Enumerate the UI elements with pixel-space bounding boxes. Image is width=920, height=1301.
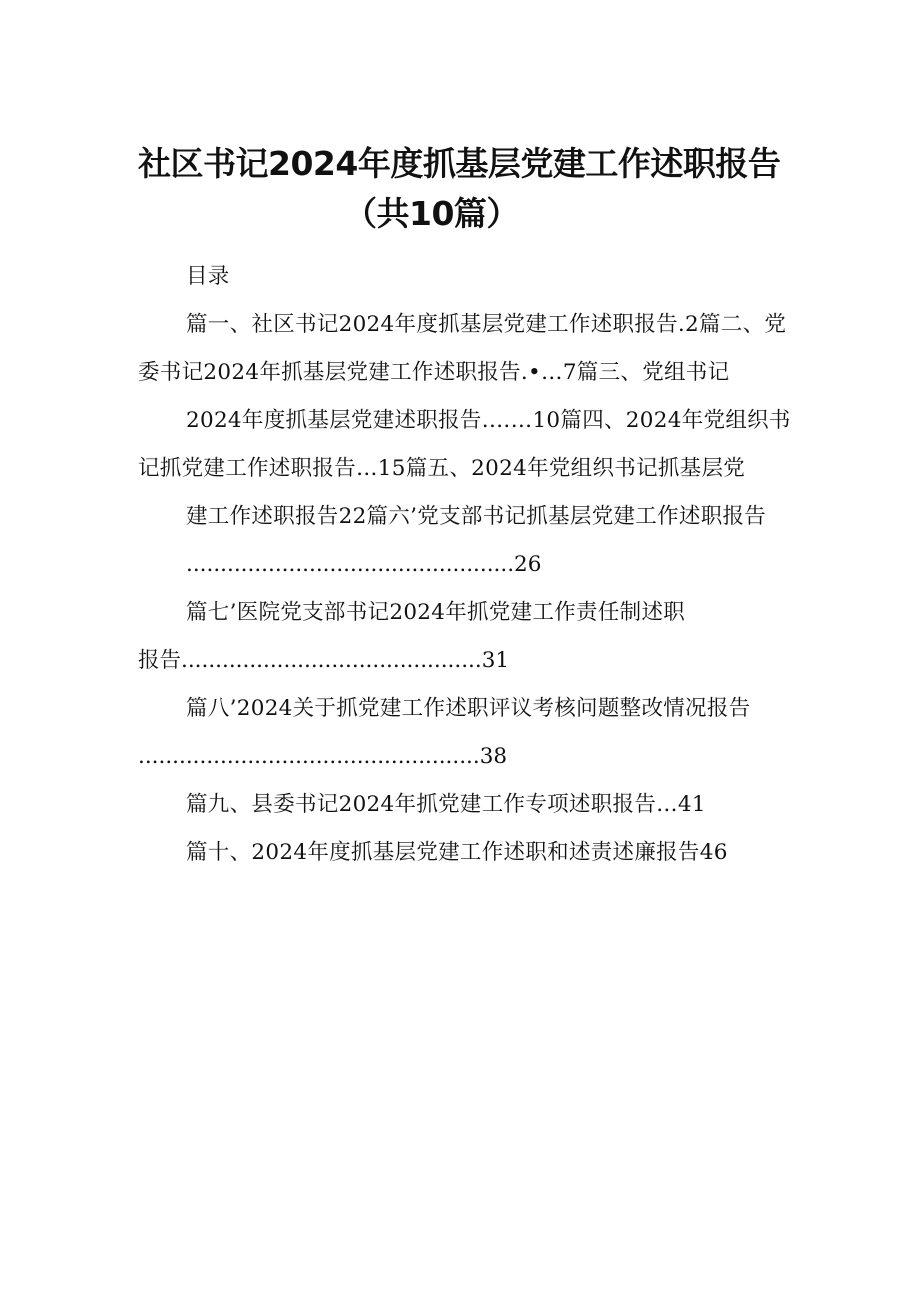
document-subtitle: （共10篇） <box>344 194 519 233</box>
toc-leader-line: 报告............................................31 <box>138 648 510 673</box>
document-title: 社区书记2024年度抓基层党建工作述职报告 <box>138 144 781 183</box>
toc-line: 委书记2024年抓基层党建工作述职报告.•…7篇三、党组书记 <box>138 360 730 385</box>
toc-heading: 目录 <box>186 264 230 289</box>
toc-leader-line: ..................................................38 <box>138 744 508 769</box>
toc-line: 2024年度抓基层党建述职报告.……10篇四、2024年党组织书 <box>186 408 791 433</box>
toc-leader-line: ................................................26 <box>186 552 542 577</box>
toc-line: 篇一、社区书记2024年度抓基层党建工作述职报告.2篇二、党 <box>186 312 787 337</box>
toc-line: 篇八’2024关于抓党建工作述职评议考核问题整改情况报告 <box>186 696 751 721</box>
toc-line: 记抓党建工作述职报告…15篇五、2024年党组织书记抓基层党 <box>138 456 746 481</box>
toc-line: 篇九、县委书记2024年抓党建工作专项述职报告…41 <box>186 792 706 817</box>
toc-line: 篇七’医院党支部书记2024年抓党建工作责任制述职 <box>186 600 686 625</box>
toc-line: 建工作述职报告22篇六’党支部书记抓基层党建工作述职报告 <box>186 504 767 529</box>
toc-line: 篇十、2024年度抓基层党建工作述职和述责述廉报告46 <box>186 840 728 865</box>
